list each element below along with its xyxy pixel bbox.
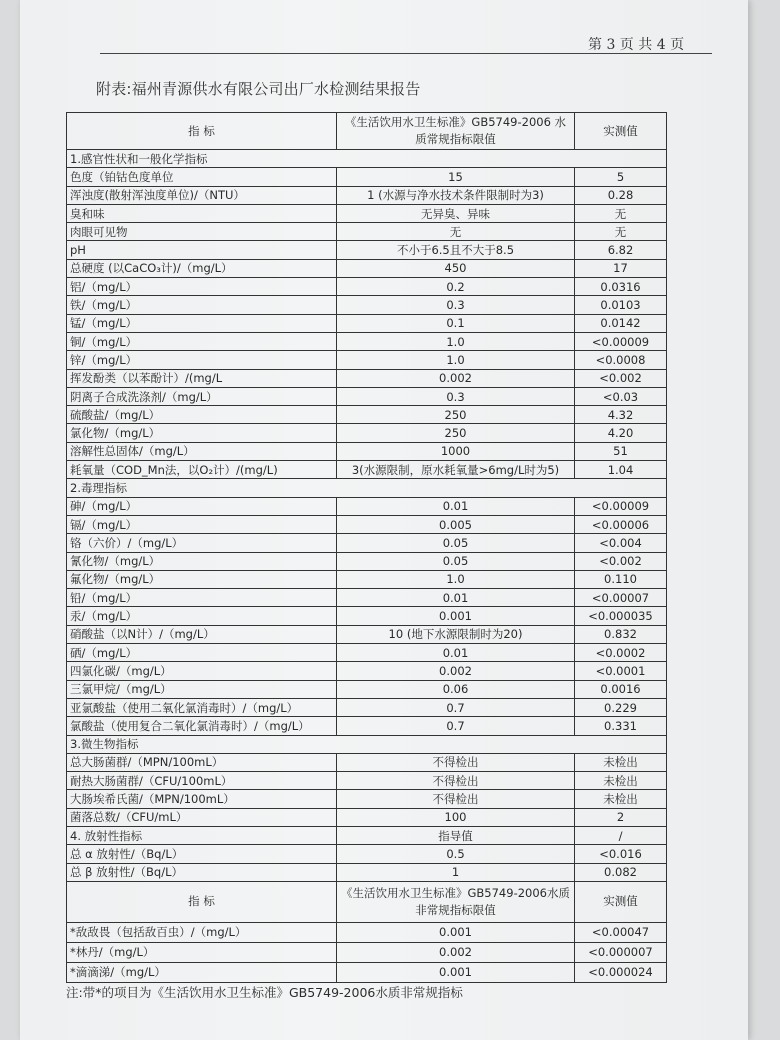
table-row [67, 845, 667, 863]
page-number: 第 3 页 共 4 页 [588, 37, 685, 53]
table-row [67, 962, 667, 982]
header-standard-limit: 《生活饮用水卫生标准》GB5749-2006 水质常规指标限值 [337, 113, 575, 150]
table-row [67, 351, 667, 369]
measured-value-cell: 4.32 [575, 406, 667, 424]
section-row [67, 150, 667, 168]
limit-cell: 不得检出 [337, 753, 575, 771]
table-row [67, 607, 667, 625]
limit-cell: 0.06 [337, 680, 575, 698]
table-row [67, 369, 667, 387]
measured-value-cell: 0.110 [575, 570, 667, 588]
table-row [67, 570, 667, 588]
limit-cell: 不得检出 [337, 790, 575, 808]
limit-cell: 1.0 [337, 332, 575, 350]
measured-value-cell: 0.0103 [575, 296, 667, 314]
indicator-cell: 汞/（mg/L） [67, 607, 337, 625]
table-row [67, 223, 667, 241]
table-row [67, 461, 667, 479]
limit-cell: 无 [337, 223, 575, 241]
indicator-cell: *敌敌畏（包括敌百虫）/（mg/L） [67, 922, 337, 942]
limit-cell: 1 (水源与净水技术条件限制时为3) [337, 186, 575, 204]
table-row [67, 753, 667, 771]
indicator-cell: 硝酸盐（以N计）/（mg/L） [67, 625, 337, 643]
measured-value-cell: <0.016 [575, 845, 667, 863]
limit-cell: 0.01 [337, 589, 575, 607]
limit-cell: 0.3 [337, 296, 575, 314]
indicator-cell: 挥发酚类（以苯酚计）/(mg/L [67, 369, 337, 387]
measured-value-cell: 无 [575, 223, 667, 241]
limit-cell: 1.0 [337, 351, 575, 369]
indicator-cell: 色度（铂钴色度单位 [67, 168, 337, 186]
indicator-cell: 浑浊度(散射浑浊度单位)/（NTU） [67, 186, 337, 204]
limit-cell: 无异臭、异味 [337, 204, 575, 222]
limit-cell: 0.7 [337, 717, 575, 735]
limit-cell: 450 [337, 259, 575, 277]
measured-value-cell: 2 [575, 808, 667, 826]
table-row [67, 204, 667, 222]
measured-value-cell: <0.000035 [575, 607, 667, 625]
limit-cell: 1000 [337, 442, 575, 460]
limit-cell: 0.001 [337, 607, 575, 625]
limit-cell: 0.01 [337, 644, 575, 662]
limit-cell: 0.1 [337, 314, 575, 332]
table-row [67, 259, 667, 277]
table-row [67, 442, 667, 460]
measured-value-cell: 0.832 [575, 625, 667, 643]
table-header-row-nonroutine [67, 881, 667, 922]
limit-cell: 250 [337, 424, 575, 442]
limit-cell: 250 [337, 406, 575, 424]
measured-value-cell: 无 [575, 204, 667, 222]
measured-value-cell: 51 [575, 442, 667, 460]
indicator-cell: 铝/（mg/L） [67, 278, 337, 296]
indicator-cell: 铬（六价）/（mg/L） [67, 534, 337, 552]
table-row [67, 680, 667, 698]
indicator-cell: *林丹/（mg/L） [67, 942, 337, 962]
measured-value-cell: <0.002 [575, 552, 667, 570]
measured-value-cell: <0.0002 [575, 644, 667, 662]
measured-value-cell: 0.331 [575, 717, 667, 735]
table-row [67, 790, 667, 808]
section-label: 1.感官性状和一般化学指标 [67, 150, 667, 168]
measured-value-cell: 0.0016 [575, 680, 667, 698]
table-row [67, 278, 667, 296]
indicator-cell: 铁/（mg/L） [67, 296, 337, 314]
measured-value-cell: <0.03 [575, 387, 667, 405]
measured-value-cell: 0.0316 [575, 278, 667, 296]
measured-value-cell: <0.00007 [575, 589, 667, 607]
table-row [67, 497, 667, 515]
measured-value-cell: <0.00006 [575, 515, 667, 533]
table-row [67, 808, 667, 826]
measured-value-cell: <0.00009 [575, 332, 667, 350]
measured-value-cell: 6.82 [575, 241, 667, 259]
measured-value-cell: 5 [575, 168, 667, 186]
indicator-cell: 阴离子合成洗涤剂/（mg/L） [67, 387, 337, 405]
table-row [67, 942, 667, 962]
measured-value-cell: <0.002 [575, 369, 667, 387]
table-row [67, 406, 667, 424]
table-row [67, 698, 667, 716]
limit-cell: 0.001 [337, 962, 575, 982]
header-indicator: 指 标 [67, 113, 337, 150]
indicator-cell: 砷/（mg/L） [67, 497, 337, 515]
measured-value-cell: <0.0001 [575, 662, 667, 680]
limit-cell: 10 (地下水源限制时为20) [337, 625, 575, 643]
limit-cell: 1.0 [337, 570, 575, 588]
table-row [67, 515, 667, 533]
limit-cell: 0.01 [337, 497, 575, 515]
indicator-cell: 三氯甲烷/（mg/L） [67, 680, 337, 698]
indicator-cell: pH [67, 241, 337, 259]
header-measured: 实测值 [575, 113, 667, 150]
measured-value-cell: 未检出 [575, 790, 667, 808]
section-row [67, 735, 667, 753]
limit-cell: 100 [337, 808, 575, 826]
table-row [67, 241, 667, 259]
table-row [67, 424, 667, 442]
table-row [67, 625, 667, 643]
indicator-cell: 铜/（mg/L） [67, 332, 337, 350]
table-row [67, 826, 667, 844]
limit-cell: 不小于6.5且不大于8.5 [337, 241, 575, 259]
table-row [67, 314, 667, 332]
table-row [67, 296, 667, 314]
measured-value-cell: 未检出 [575, 753, 667, 771]
measured-value-cell: 17 [575, 259, 667, 277]
measured-value-cell: <0.00047 [575, 922, 667, 942]
measured-value-cell: <0.00009 [575, 497, 667, 515]
measured-value-cell: <0.000007 [575, 942, 667, 962]
limit-cell: 0.2 [337, 278, 575, 296]
limit-cell: 3(水源限制，原水耗氧量>6mg/L时为5) [337, 461, 575, 479]
indicator-cell: 菌落总数/（CFU/mL） [67, 808, 337, 826]
limit-cell: 15 [337, 168, 575, 186]
table-row [67, 644, 667, 662]
indicator-cell: 总 α 放射性/（Bq/L） [67, 845, 337, 863]
limit-cell: 0.7 [337, 698, 575, 716]
indicator-cell: 耗氧量（COD_Mn法，以O₂计）/(mg/L) [67, 461, 337, 479]
indicator-cell: 铅/（mg/L） [67, 589, 337, 607]
table-row [67, 922, 667, 942]
limit-cell: 0.3 [337, 387, 575, 405]
limit-cell: 不得检出 [337, 772, 575, 790]
indicator-cell: 亚氯酸盐（使用二氧化氯消毒时）/（mg/L） [67, 698, 337, 716]
indicator-cell: 锌/（mg/L） [67, 351, 337, 369]
measured-value-cell: 0.082 [575, 863, 667, 881]
table-row [67, 534, 667, 552]
measured-value-cell: <0.0008 [575, 351, 667, 369]
indicator-cell: 锰/（mg/L） [67, 314, 337, 332]
section-label: 2.毒理指标 [67, 479, 667, 497]
table-row [67, 863, 667, 881]
indicator-cell: 镉/（mg/L） [67, 515, 337, 533]
measured-value-cell: 4.20 [575, 424, 667, 442]
limit-cell: 0.001 [337, 922, 575, 942]
limit-cell: 0.05 [337, 552, 575, 570]
indicator-cell: 氯化物/（mg/L） [67, 424, 337, 442]
results-table [66, 112, 667, 983]
table-row [67, 552, 667, 570]
limit-cell: 0.005 [337, 515, 575, 533]
header2-indicator: 指 标 [67, 881, 337, 922]
indicator-cell: 四氯化碳/（mg/L） [67, 662, 337, 680]
header2-measured: 实测值 [575, 881, 667, 922]
measured-value-cell: 1.04 [575, 461, 667, 479]
indicator-cell: 总 β 放射性/（Bq/L） [67, 863, 337, 881]
indicator-cell: 溶解性总固体/（mg/L） [67, 442, 337, 460]
indicator-cell: 硒/（mg/L） [67, 644, 337, 662]
section-label: 3.微生物指标 [67, 735, 667, 753]
table-row [67, 168, 667, 186]
indicator-cell: 总硬度 (以CaCO₃计)/（mg/L） [67, 259, 337, 277]
indicator-cell: 硫酸盐/（mg/L） [67, 406, 337, 424]
table-row [67, 772, 667, 790]
table-row [67, 186, 667, 204]
measured-value-cell: <0.004 [575, 534, 667, 552]
measured-value-cell: <0.000024 [575, 962, 667, 982]
limit-cell: 0.002 [337, 942, 575, 962]
table-header-row [67, 113, 667, 150]
limit-cell: 0.5 [337, 845, 575, 863]
table-row [67, 717, 667, 735]
indicator-cell: 臭和味 [67, 204, 337, 222]
measured-value-cell: 未检出 [575, 772, 667, 790]
limit-cell: 0.002 [337, 662, 575, 680]
measured-value-cell: / [575, 826, 667, 844]
indicator-cell: *滴滴涕/（mg/L） [67, 962, 337, 982]
limit-cell: 0.05 [337, 534, 575, 552]
document-title: 附表:福州青源供水有限公司出厂水检测结果报告 [96, 80, 421, 98]
table-row [67, 332, 667, 350]
table-row [67, 387, 667, 405]
limit-cell: 指导值 [337, 826, 575, 844]
section-row [67, 479, 667, 497]
indicator-cell: 肉眼可见物 [67, 223, 337, 241]
measured-value-cell: 0.0142 [575, 314, 667, 332]
table-row [67, 589, 667, 607]
indicator-cell: 氰化物/（mg/L） [67, 552, 337, 570]
indicator-cell: 大肠埃希氏菌/（MPN/100mL） [67, 790, 337, 808]
header-rule [100, 53, 712, 54]
measured-value-cell: 0.28 [575, 186, 667, 204]
header2-standard-limit: 《生活饮用水卫生标准》GB5749-2006水质非常规指标限值 [337, 881, 575, 922]
table-row [67, 662, 667, 680]
limit-cell: 0.002 [337, 369, 575, 387]
indicator-cell: 耐热大肠菌群/（CFU/100mL） [67, 772, 337, 790]
indicator-cell: 氯酸盐（使用复合二氧化氯消毒时）/（mg/L） [67, 717, 337, 735]
indicator-cell: 氟化物/（mg/L） [67, 570, 337, 588]
indicator-cell: 4. 放射性指标 [67, 826, 337, 844]
indicator-cell: 总大肠菌群/（MPN/100mL） [67, 753, 337, 771]
limit-cell: 1 [337, 863, 575, 881]
footnote: 注:带*的项目为《生活饮用水卫生标准》GB5749-2006水质非常规指标 [66, 985, 463, 1000]
measured-value-cell: 0.229 [575, 698, 667, 716]
